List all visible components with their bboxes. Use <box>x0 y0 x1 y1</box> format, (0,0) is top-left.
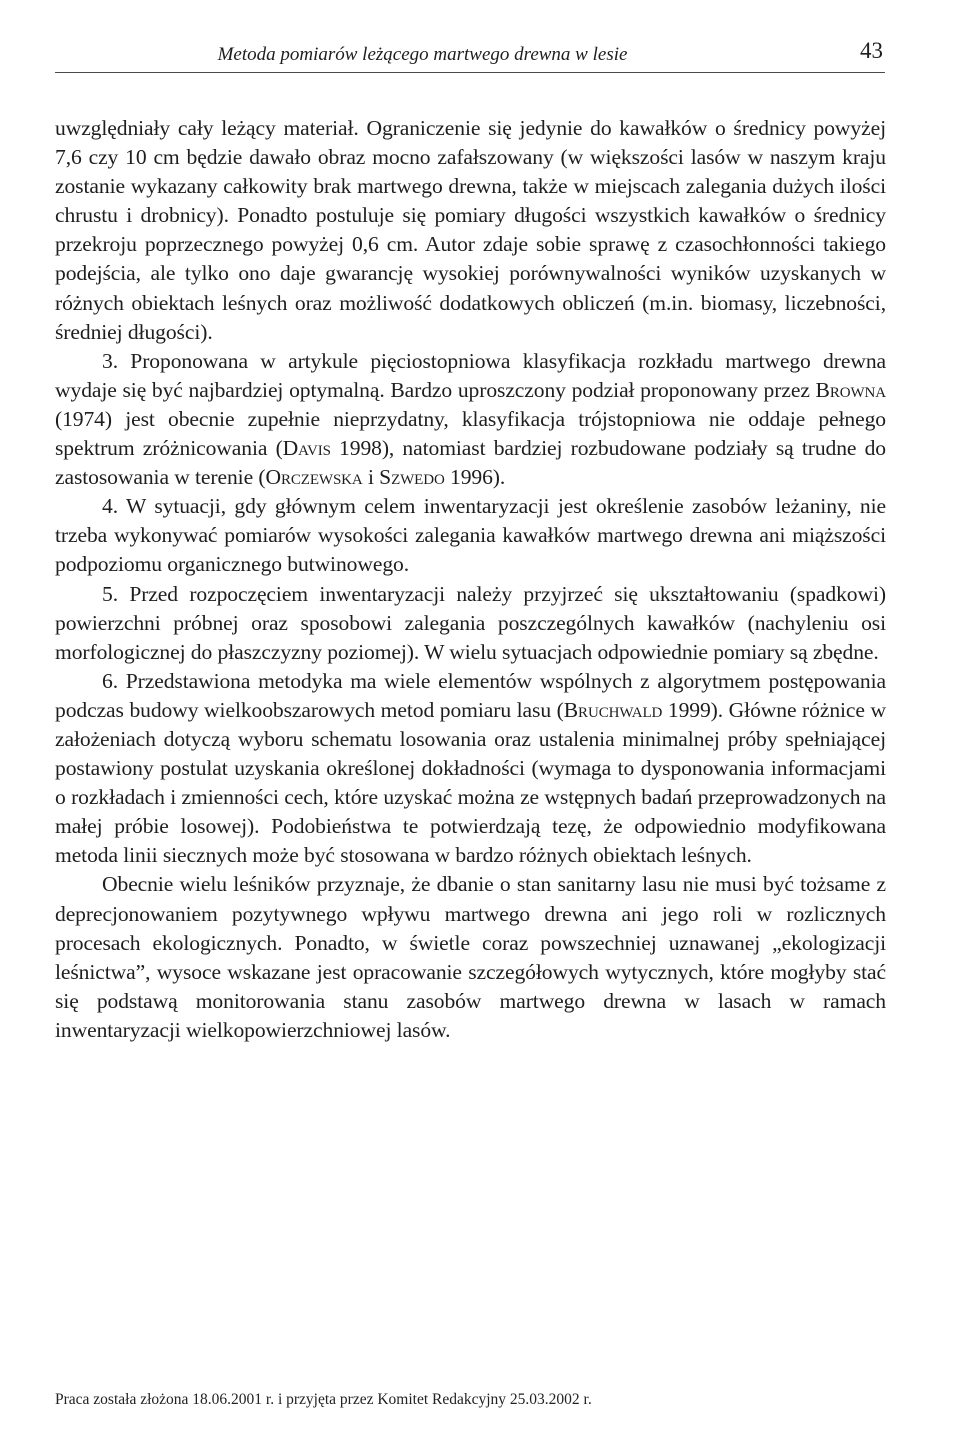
paragraph-point-5 <box>55 580 886 667</box>
running-title: Metoda pomiarów leżącego martwego drewna w lesie <box>217 44 628 65</box>
cited-author: Davis <box>282 436 331 461</box>
body-text <box>55 114 886 1045</box>
cited-author: Bruchwald <box>563 697 663 722</box>
paragraph-text: 3. Proponowana w artykule pięciostopniowa klasyfikacja rozkładu martwego drewna wydaje się być najbardziej optymalną. Bardzo uproszczony podział proponowany przez <box>55 348 886 402</box>
paragraph-text: 1998), natomiast bardziej rozbudowane podziały są trudne do zastosowania w terenie ( <box>55 436 886 490</box>
cited-author: Orczewska <box>265 465 363 490</box>
paragraph-text: Obecnie wielu leśników przyznaje, że dbanie o stan sanitarny lasu nie musi być tożsame z deprecjonowaniem pozytywnego wpływu martwego drewna ani jego roli w rozlicznych procesach ekologicznych. Ponadto, w świetle coraz powszechniej uznawanej „ekologizacji leśnictwa”, wysoce wskazane jest opracowanie szczegółowych wytycznych, które mogłyby stać się podstawą monitorowania stanu zasobów martwego drewna w lasach w ramach inwentaryzacji wielkopowierzchniowej lasów. <box>55 872 886 1042</box>
paragraph-point-4 <box>55 492 886 579</box>
paragraph-conclusion <box>55 870 886 1045</box>
paragraph-text: 5. Przed rozpoczęciem inwentaryzacji należy przyjrzeć się ukształtowaniu (spadkowi) powierzchni próbnej oraz sposobowi zalegania poszczególnych kawałków (nachyleniu osi morfologicznej do płaszczyzny poziomej). W wielu sytuacjach odpowiednie pomiary są zbędne. <box>55 581 886 664</box>
paragraph-text: 4. W sytuacji, gdy głównym celem inwentaryzacji jest określenie zasobów leżaniny, nie trzeba wykonywać pomiarów wysokości zalegania kawałków martwego drewna ani miąższości podpoziomu organicznego butwinowego. <box>55 494 886 577</box>
page-number: 43 <box>860 38 883 63</box>
paragraph-text: 6. Przedstawiona metodyka ma wiele elementów wspólnych z algorytmem postępowania podczas budowy wielkoobszarowych metod pomiaru lasu ( <box>55 668 886 722</box>
paragraph-continuation <box>55 114 886 347</box>
paragraph-text: (1974) jest obecnie zupełnie nieprzydatny, klasyfikacja trójstopniowa nie oddaje pełnego spektrum zróżnicowania ( <box>55 406 886 461</box>
paragraph-text: uwzględniały cały leżący materiał. Ograniczenie się jedynie do kawałków o średnicy powyżej 7,6 czy 10 cm będzie dawało obraz mocno zafałszowany (w większości lasów w naszym kraju zostanie wykazany całkowity brak martwego drewna, także w miejscach zalegania dużych ilości chrustu i drobnicy). Ponadto postuluje się pomiary długości wszystkich kawałków o średnicy przekroju poprzecznego powyżej 0,6 cm. Autor zdaje sobie sprawę z czasochłonności takiego podejścia, ale tylko ono daje gwarancję wysokiej porównywalności wyników uzyskanych w różnych obiektach leśnych oraz możliwość dodatkowych obliczeń (m.in. biomasy, liczebności, średniej długości). <box>55 116 886 344</box>
paragraph-text: 1999). Główne różnice w założeniach dotyczą wyboru schematu losowania oraz ustalenia minimalnej próby spełniającej postawiony postulat uzyskania określonej dokładności (wymaga to dysponowania informacjami o rozkładach i zmienności cech, które uzyskać można ze wstępnych badań przeprowadzonych na małej próbie losowej). Podobieństwa te potwierdzają tezę, że odpowiednio modyfikowana metoda linii siecznych może być stosowana w bardzo różnych obiektach leśnych. <box>55 697 887 868</box>
cited-author: Browna <box>815 377 886 402</box>
paragraph-text: i <box>362 465 380 490</box>
paragraph-point-6 <box>55 667 886 871</box>
paragraph-point-3 <box>55 347 886 492</box>
paragraph-text: 1996). <box>444 465 506 490</box>
running-header <box>55 38 885 73</box>
cited-author: Szwedo <box>379 465 445 490</box>
submission-note: Praca została złożona 18.06.2001 r. i przyjęta przez Komitet Redakcyjny 25.03.2002 r. <box>55 1391 592 1408</box>
